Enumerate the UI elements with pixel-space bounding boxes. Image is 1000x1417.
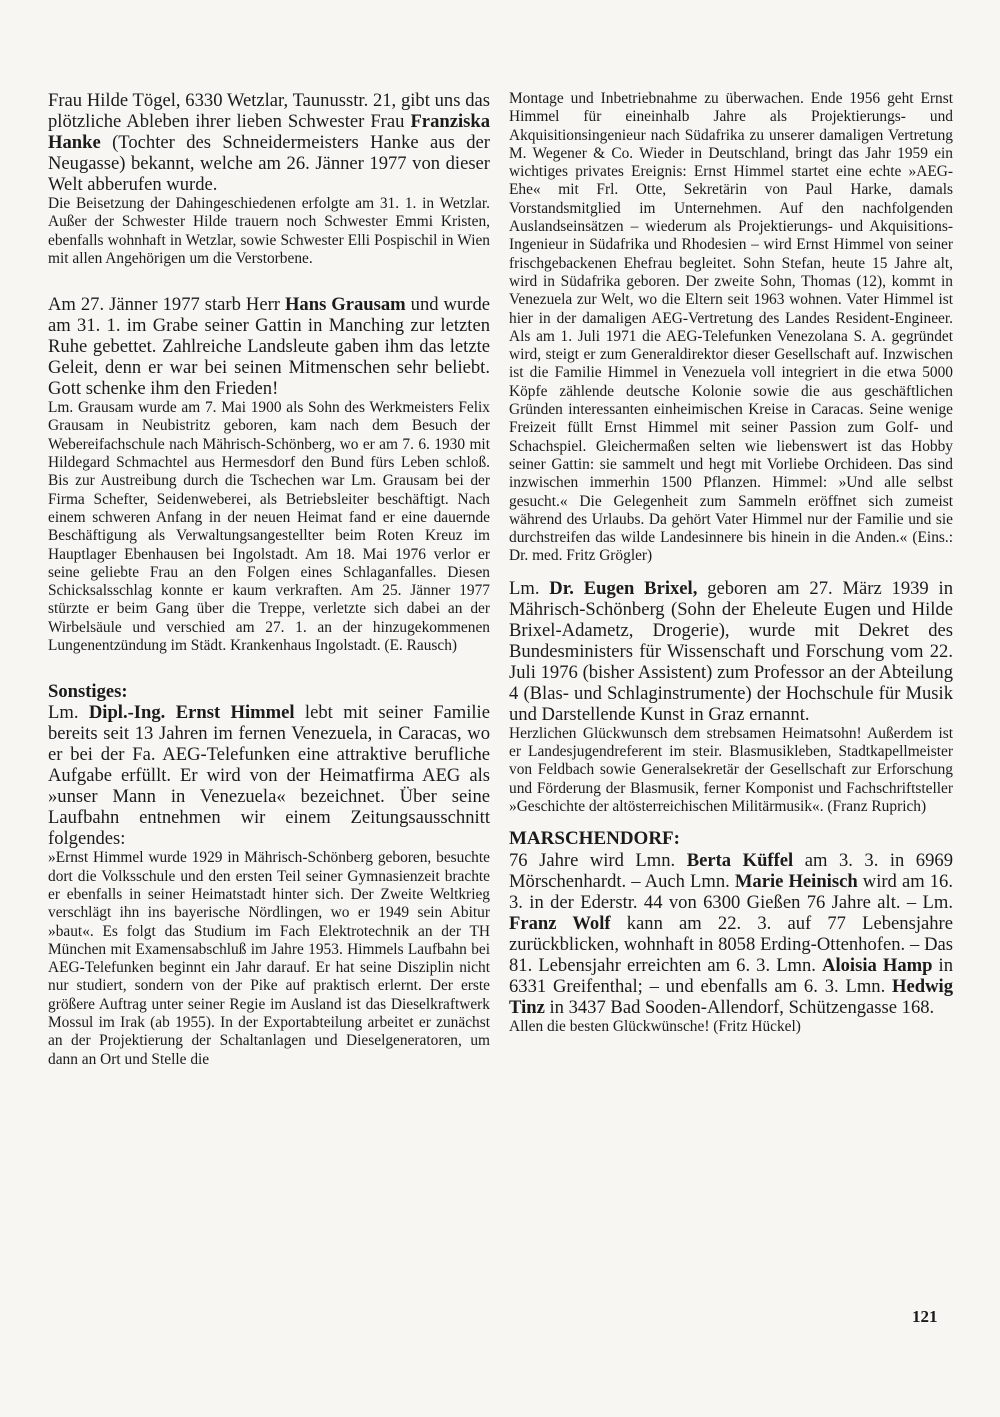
paragraph-brixel-details: Herzlichen Glückwunsch dem strebsamen Heimatsohn! Außerdem ist er Landesjugendreferent im steir. Blasmusikleben, Stadtkapellmeister von Feldbach sowie Generalsekretär der Gesellschaft zur Erforschung und Förderung der Blasmusik, ferner Komponist und Fachschriftsteller »Geschichte der altösterreichischen Militärmusik«. (Franz Ruprich) (509, 724, 953, 815)
spacer (48, 655, 490, 681)
paragraph-grausam-announcement: Am 27. Jänner 1977 starb Herr Hans Grausam und wurde am 31. 1. im Grabe seiner Gattin in Manching zur letzten Ruhe gebettet. Zahlreiche Landsleute gaben ihm das letzte Geleit, denn er war bei seinen Mitmenschen sehr beliebt. Gott schenke ihm den Frieden! (48, 294, 490, 400)
bold-name: Franz Wolf (509, 913, 611, 935)
left-column (48, 90, 490, 1069)
bold-name: Hans Grausam (284, 294, 406, 316)
paragraph-grausam-details: Lm. Grausam wurde am 7. Mai 1900 als Sohn des Werkmeisters Felix Grausam in Neubistritz geboren, kam nach dem Besuch der Webereifachschule nach Mährisch-Schönberg, wo er am 7. 6. 1930 mit Hildegard Schmachtel aus Hermesdorf den Bund fürs Leben schloß. Bis zur Austreibung durch die Tschechen war Lm. Grausam bei der Firma Schefter, Seidenweberei, als Betriebsleiter beschäftigt. Nach einem schweren Anfang in der neuen Heimat fand er eine dauernde Beschäftigung als Verwaltungsangestellter beim Roten Kreuz im Hauptlager Ebenhausen bei Ingolstadt. Am 18. Mai 1976 verlor er seine geliebte Frau an den Folgen eines Schlaganfalles. Diesen Schicksalsschlag konnte er kaum verkraften. Am 25. Jänner 1977 stürzte er beim Gang über die Treppe, verletzte sich dabei an der Wirbelsäule und verschied am 27. 1. an der hinzugekommenen Lungenentzündung im Städt. Krankenhaus Ingolstadt. (E. Rausch) (48, 399, 490, 655)
bold-name: Berta Küffel (686, 850, 794, 872)
spacer (509, 566, 953, 578)
paragraph-brixel-announcement: Lm. Dr. Eugen Brixel, geboren am 27. März 1939 in Mährisch-Schönberg (Sohn der Eheleute Eugen und Hilde Brixel-Adametz, Drogerie), wurde mit Dekret des Bundesministers für Wissenschaft und Forschung vom 22. Juli 1976 (bisher Assistent) zum Professor an der Abteilung 4 (Blas- und Schlaginstrumente) der Hochschule für Musik und Darstellende Kunst in Graz ernannt. (509, 577, 953, 725)
bold-name: Hedwig Tinz (509, 976, 953, 1019)
page-number: 121 (912, 1307, 938, 1326)
paragraph-hanke-details: Die Beisetzung der Dahingeschiedenen erfolgte am 31. 1. in Wetzlar. Außer der Schwester Hilde trauern noch Schwester Emmi Kristen, ebenfalls wohnhaft in Wetzlar, sowie Schwester Elli Pospischil in Wien mit allen Angehörigen um die Verstorbene. (48, 195, 490, 267)
bold-name: Marie Heinisch (734, 871, 858, 893)
spacer (509, 816, 953, 828)
right-column (509, 90, 953, 1037)
section-heading-marschendorf: MARSCHENDORF: (509, 828, 680, 850)
paragraph-himmel-biography: »Ernst Himmel wurde 1929 in Mährisch-Schönberg geboren, besuchte dort die Volksschule und den ersten Teil seiner Gymnasienzeit brachte er ebenfalls in seiner Heimatstadt hinter sich. Der Zweite Weltkrieg verschlägt ihn ins bayerische Nördlingen, wo er 1949 sein Abitur »baut«. Es folgt das Studium im Fach Elektrotechnik an der TH München mit Examensabschluß im Jahre 1953. Himmels Laufbahn bei AEG-Telefunken beginnt ein Jahr darauf. Er hat seine Disziplin nicht nur studiert, sondern von der Pike auf praktisch erlernt. Der erste größere Auftrag unter seiner Regie im Ausland ist das Dieselkraftwerk Mossul im Irak (ab 1955). In der Exportabteilung arbeitet er zunächst an der Projektierung der Schaltanlagen und Dieselgeneratoren, um dann an Ort und Stelle die (48, 849, 490, 1068)
bold-name: Dr. Eugen Brixel, (549, 577, 698, 599)
bold-name: Franziska Hanke (48, 111, 490, 153)
paragraph-marschendorf-birthdays: 76 Jahre wird Lmn. Berta Küffel am 3. 3. in 6969 Mörschenhardt. – Auch Lmn. Marie Heinisch wird am 16. 3. in der Ederstr. 44 von 6300 Gießen 76 Jahre alt. – Lm. Franz Wolf kann am 22. 3. auf 77 Lebensjahre zurückblicken, wohnhaft in 8058 Erding-Ottenhofen. – Das 81. Lebensjahr erreichten am 6. 3. Lmn. Aloisia Hamp in 6331 Greifenthal; – und ebenfalls am 6. 3. Lmn. Hedwig Tinz in 3437 Bad Sooden-Allendorf, Schützengasse 168. (509, 850, 953, 1019)
bold-name: Aloisia Hamp (822, 955, 933, 977)
section-heading-sonstiges: Sonstiges: (48, 681, 128, 703)
bold-name: Dipl.-Ing. Ernst Himmel (88, 702, 295, 724)
spacer (48, 268, 490, 294)
paragraph-hanke-announcement: Frau Hilde Tögel, 6330 Wetzlar, Taunusstr. 21, gibt uns das plötzliche Ableben ihrer lieben Schwester Frau Franziska Hanke (Tochter des Schneidermeisters Hanke aus der Neugasse) bekannt, welche am 26. Jänner 1977 von dieser Welt abberufen wurde. (48, 90, 490, 195)
paragraph-marschendorf-greeting: Allen die besten Glückwünsche! (Fritz Hückel) (509, 1018, 801, 1036)
paragraph-himmel-continued: Montage und Inbetriebnahme zu überwachen. Ende 1956 geht Ernst Himmel für eineinhalb Jahre als Projektierungs- und Akquisitionsingenieur nach Südafrika zu unserer damaligen Vertretung M. Wegener & Co. Wieder in Deutschland, bringt das Jahr 1959 ein wichtiges privates Ereignis: Ernst Himmel startet eine echte »AEG-Ehe« mit Frl. Otte, Sekretärin von Paul Harke, damals Vorstandsmitglied im Unternehmen. Auf den nachfolgenden Auslandseinsätzen – wiederum als Projektierungs- und Akquisitions-Ingenieur in Südafrika und Rhodesien – wird Ernst Himmel von seiner frischgebackenen Ehefrau begleitet. Sohn Stefan, heute 15 Jahre alt, wird in Südafrika geboren. Der zweite Sohn, Thomas (12), kommt in Venezuela zur Welt, wo die Eltern seit 1963 wohnen. Vater Himmel ist hier in der damaligen AEG-Vertretung des Landes Resident-Engineer. Als am 1. Juli 1971 die AEG-Telefunken Venezolana S. A. gegründet wird, steigt er zum Generaldirektor dieser Gesellschaft auf. Inzwischen ist die Familie Himmel in Venezuela voll integriert in die etwa 5000 Köpfe zählende deutsche Kolonie sowie die aus geschäftlichen Gründen interessanten einheimischen Kreise in Caracas. Seine wenige Freizeit füllt Ernst Himmel mit seiner Passion zum Golf- und Schachspiel. Gleichermaßen selten wie liebenswert ist das Hobby seiner Gattin: sie sammelt und hegt mit Vorliebe Orchideen. Das sind inzwischen immerhin 1500 Pflanzen. Himmel: »Und alle selbst gesucht.« Die Gelegenheit zum Sammeln eröffnet sich zumeist während des Urlaubs. Da gehört Vater Himmel nur der Familie und sie durchstreifen das wilde Landesinnere bis hinein in die Anden.« (Eins.: Dr. med. Fritz Grögler) (509, 90, 953, 565)
paragraph-himmel-intro: Lm. Dipl.-Ing. Ernst Himmel lebt mit seiner Familie bereits seit 13 Jahren im fernen Venezuela, in Caracas, wo er bei der Fa. AEG-Telefunken eine attraktive berufliche Aufgabe erfüllt. Er wird von der Heimatfirma AEG als »unser Mann in Venezuela« bezeichnet. Über seine Laufbahn entnehmen wir einem Zeitungsausschnitt folgendes: (48, 702, 490, 850)
